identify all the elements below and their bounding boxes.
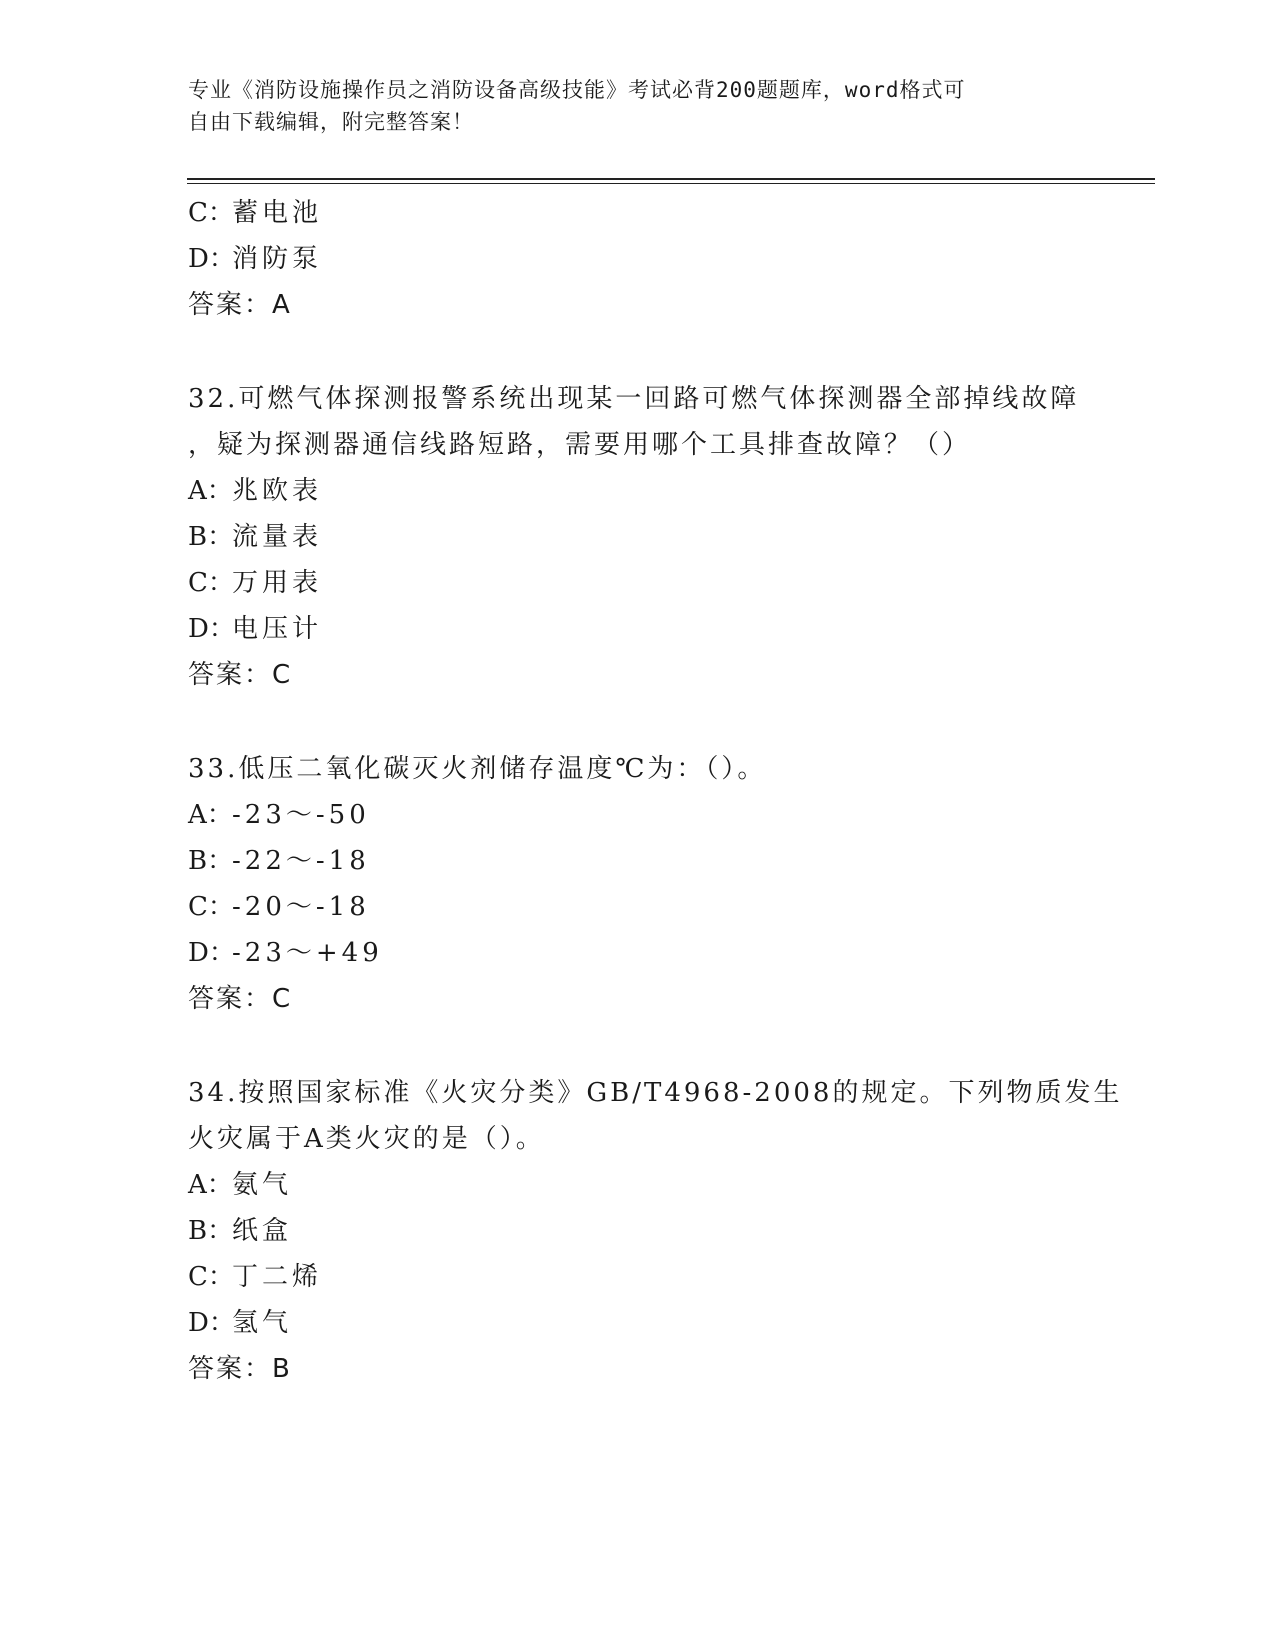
option-prefix: A：	[188, 800, 233, 830]
partial-question	[188, 190, 1088, 328]
option-line	[188, 884, 1088, 930]
answer-line: 答案：C	[188, 984, 293, 1014]
option-text: 流量表	[232, 522, 323, 552]
answer-line: 答案：A	[188, 290, 292, 320]
option-text: -23～-50	[232, 800, 370, 830]
option-line	[188, 606, 1088, 652]
option-prefix: D：	[188, 938, 235, 968]
option-prefix: C：	[188, 568, 234, 598]
header-line-2: 自由下载编辑，附完整答案！	[188, 110, 474, 134]
question-stem-line: 33.低压二氧化碳灭火剂储存温度℃为：（）。	[188, 754, 767, 784]
header-line-1: 专业《消防设施操作员之消防设备高级技能》考试必背200题题库，word格式可	[188, 78, 966, 102]
answer-line: 答案：C	[188, 660, 293, 690]
question-34	[188, 1070, 1123, 1392]
option-prefix: B：	[188, 522, 234, 552]
question-stem-line: ，疑为探测器通信线路短路，需要用哪个工具排查故障？（）	[188, 430, 972, 460]
option-text: -23～+49	[232, 938, 383, 968]
option-line	[188, 930, 1088, 976]
option-line	[188, 1208, 1088, 1254]
option-prefix: D：	[188, 614, 235, 644]
option-line	[188, 560, 1088, 606]
option-line	[188, 468, 1088, 514]
option-text: 纸盒	[232, 1216, 293, 1246]
question-stem-line: 34.按照国家标准《火灾分类》GB/T4968-2008的规定。下列物质发生	[188, 1078, 1123, 1108]
option-line	[188, 236, 1088, 282]
option-line	[188, 1254, 1088, 1300]
option-line	[188, 838, 1088, 884]
option-line	[188, 514, 1088, 560]
option-prefix: A：	[188, 1170, 233, 1200]
option-text: -20～-18	[232, 892, 370, 922]
option-prefix: C：	[188, 892, 234, 922]
document-header	[188, 74, 1068, 138]
question-stem-line: 32.可燃气体探测报警系统出现某一回路可燃气体探测器全部掉线故障	[188, 384, 1080, 414]
option-line	[188, 190, 1088, 236]
option-text: 蓄电池	[232, 198, 323, 228]
option-text: 丁二烯	[232, 1262, 323, 1292]
option-prefix: C：	[188, 1262, 234, 1292]
option-prefix: D：	[188, 1308, 235, 1338]
question-content	[188, 190, 1123, 1440]
header-rule-thin	[187, 183, 1155, 184]
option-prefix: B：	[188, 846, 234, 876]
option-text: -22～-18	[232, 846, 370, 876]
question-stem-line: 火灾属于A类火灾的是（）。	[188, 1124, 545, 1154]
question-32	[188, 376, 1088, 698]
option-text: 兆欧表	[232, 476, 323, 506]
option-text: 氢气	[232, 1308, 293, 1338]
option-text: 电压计	[232, 614, 323, 644]
option-prefix: D：	[188, 244, 235, 274]
option-text: 氨气	[232, 1170, 293, 1200]
option-prefix: B：	[188, 1216, 234, 1246]
option-prefix: C：	[188, 198, 234, 228]
question-33	[188, 746, 1088, 1022]
option-line	[188, 792, 1088, 838]
header-rule-thick	[187, 178, 1155, 180]
option-line	[188, 1300, 1088, 1346]
option-text: 消防泵	[232, 244, 323, 274]
answer-line: 答案：B	[188, 1354, 292, 1384]
option-text: 万用表	[232, 568, 323, 598]
option-prefix: A：	[188, 476, 233, 506]
option-line	[188, 1162, 1088, 1208]
